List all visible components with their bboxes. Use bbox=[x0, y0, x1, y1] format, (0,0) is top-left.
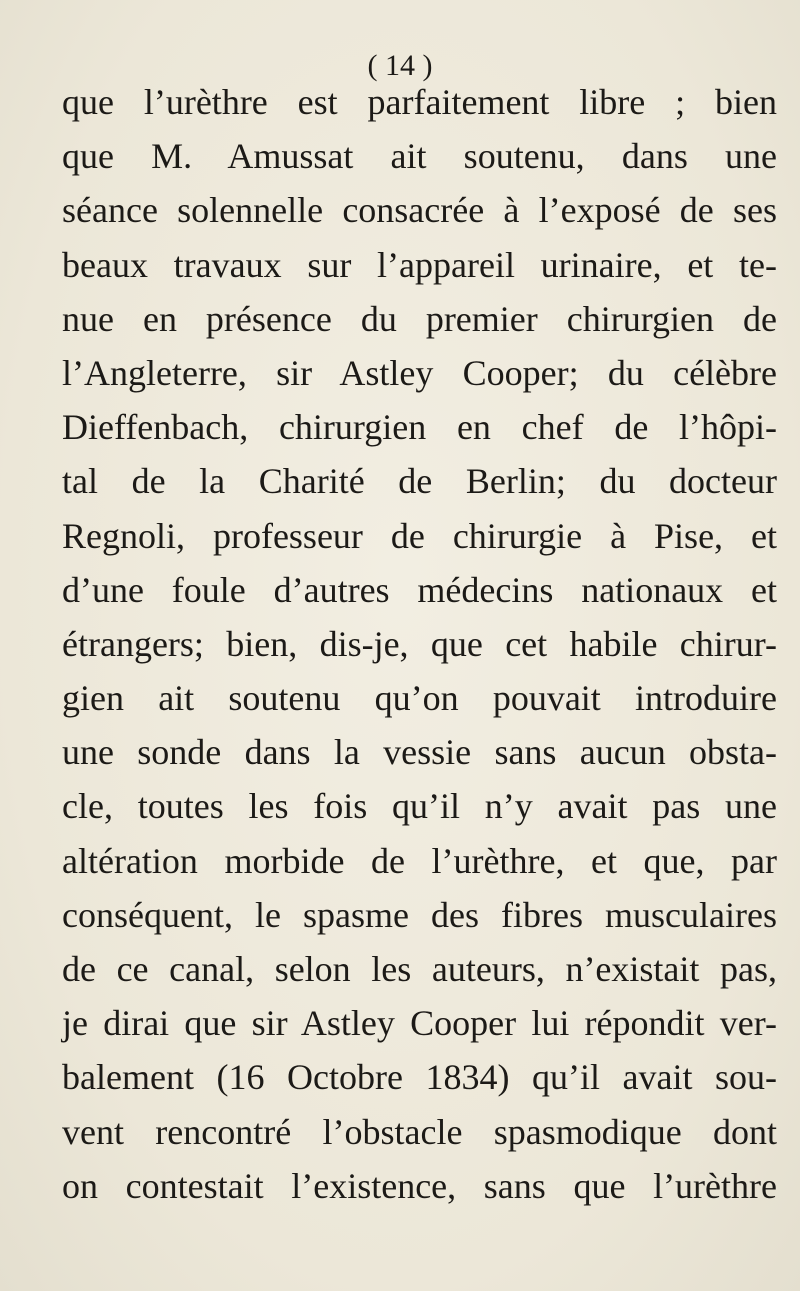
text-line: de ce canal, selon les auteurs, n’existait pas, bbox=[62, 949, 777, 989]
text-line: nue en présence du premier chirurgien de bbox=[62, 298, 777, 339]
text-line: altération morbide de l’urèthre, et que, par bbox=[62, 840, 777, 881]
text-line: que l’urèthre est parfaitement libre ; bien bbox=[62, 82, 777, 122]
text-line: on contestait l’existence, sans que l’urèthre bbox=[62, 1165, 777, 1206]
text-line: beaux travaux sur l’appareil urinaire, et te- bbox=[62, 244, 777, 285]
text-line: une sonde dans la vessie sans aucun obsta- bbox=[62, 732, 777, 773]
text-line: je dirai que sir Astley Cooper lui répondit ver- bbox=[62, 1003, 777, 1044]
text-line: conséquent, le spasme des fibres musculaires bbox=[62, 894, 777, 935]
text-line: séance solennelle consacrée à l’exposé de ses bbox=[62, 190, 777, 231]
text-line: Regnoli, professeur de chirurgie à Pise, et bbox=[62, 515, 777, 556]
text-line: vent rencontré l’obstacle spasmodique dont bbox=[62, 1111, 777, 1152]
text-line: l’Angleterre, sir Astley Cooper; du célèbre bbox=[62, 352, 777, 393]
text-line: cle, toutes les fois qu’il n’y avait pas une bbox=[62, 786, 777, 827]
page-number: ( 14 ) bbox=[367, 49, 433, 82]
text-line: tal de la Charité de Berlin; du docteur bbox=[62, 461, 777, 502]
text-line: étrangers; bien, dis-je, que cet habile chirur- bbox=[62, 623, 777, 664]
body-text bbox=[62, 75, 777, 1213]
text-line: Dieffenbach, chirurgien en chef de l’hôpi- bbox=[62, 407, 777, 448]
text-line: que M. Amussat ait soutenu, dans une bbox=[62, 136, 777, 177]
text-line: d’une foule d’autres médecins nationaux et bbox=[62, 569, 777, 610]
text-line: gien ait soutenu qu’on pouvait introduire bbox=[62, 678, 777, 719]
text-line: balement (16 Octobre 1834) qu’il avait sou- bbox=[62, 1057, 777, 1098]
